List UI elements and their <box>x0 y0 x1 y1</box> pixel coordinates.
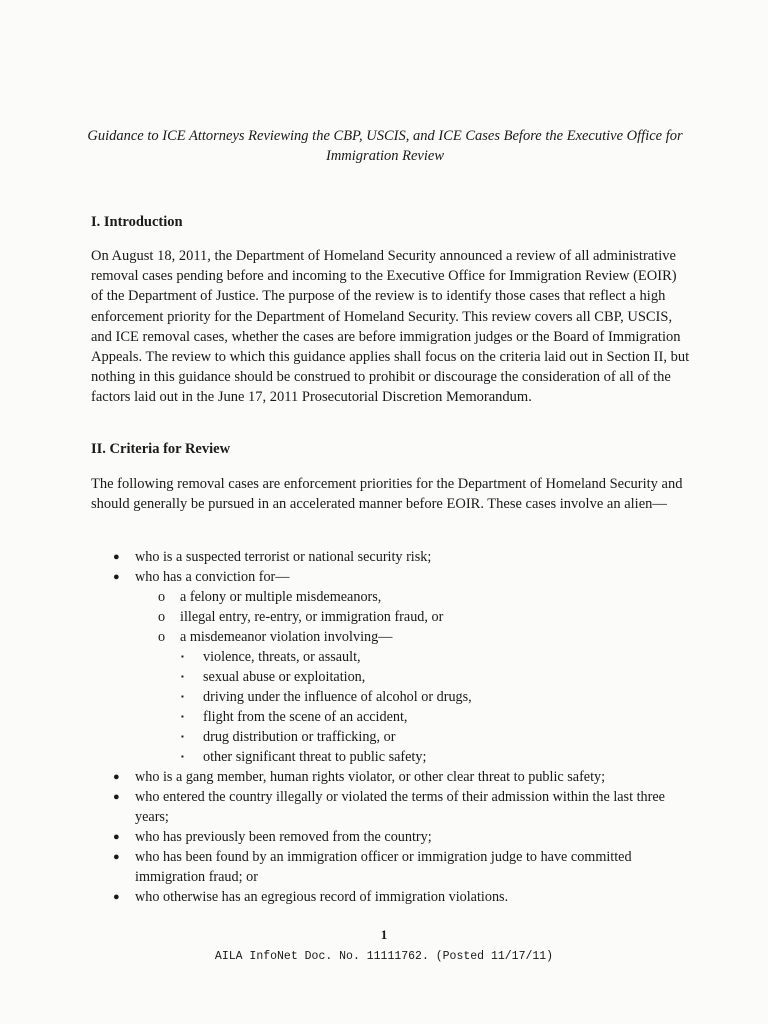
square-bullet-icon: ▪ <box>181 712 184 721</box>
criteria-list-item-text: sexual abuse or exploitation, <box>203 669 366 685</box>
criteria-list-item-text: who has previously been removed from the country; <box>135 829 432 845</box>
criteria-list-item <box>0 887 695 907</box>
bullet-icon: ● <box>113 771 120 783</box>
square-bullet-icon: ▪ <box>181 672 184 681</box>
criteria-list-item <box>0 827 695 847</box>
criteria-list-item-text: who is a suspected terrorist or national security risk; <box>135 549 432 565</box>
criteria-list-item <box>0 567 695 587</box>
criteria-list-item-text: a felony or multiple misdemeanors, <box>180 589 382 605</box>
criteria-list-item <box>0 547 695 567</box>
criteria-list-item-text: flight from the scene of an accident, <box>203 709 408 725</box>
introduction-paragraph: On August 18, 2011, the Department of Homeland Security announced a review of all administrative removal cases pending before and incoming to the Executive Office for Immigration Review (EOIR) of the Department of Justice. The purpose of the review is to identify those cases that reflect a high enforcement priority for the Department of Homeland Security. This review covers all CBP, USCIS, and ICE removal cases, whether the cases are before immigration judges or the Board of Immigration Appeals. The review to which this guidance applies shall focus on the criteria laid out in Section II, but nothing in this guidance should be construed to prohibit or discourage the consideration of all of the factors laid out in the June 17, 2011 Prosecutorial Discretion Memorandum. <box>91 248 690 406</box>
criteria-list-item-text: a misdemeanor violation involving— <box>180 629 393 645</box>
bullet-icon: ● <box>113 791 120 803</box>
criteria-list-item <box>0 707 693 727</box>
criteria-list-item-text: who otherwise has an egregious record of immigration violations. <box>135 889 509 905</box>
criteria-list-item-text: who has been found by an immigration officer or immigration judge to have committed immigration fraud; or <box>135 849 632 885</box>
bullet-icon: ● <box>113 891 120 903</box>
square-bullet-icon: ▪ <box>181 752 184 761</box>
criteria-list-item <box>0 687 693 707</box>
criteria-list-item-text: drug distribution or trafficking, or <box>203 729 396 745</box>
criteria-list-item <box>0 767 695 787</box>
hollow-bullet-icon: o <box>158 629 166 645</box>
bullet-icon: ● <box>113 831 120 843</box>
criteria-list-item <box>0 847 695 887</box>
bullet-icon: ● <box>113 571 120 583</box>
criteria-list-item <box>0 787 695 827</box>
criteria-list-item <box>0 627 695 647</box>
document-title: Guidance to ICE Attorneys Reviewing the CBP, USCIS, and ICE Cases Before the Executive Office for Immigration Review <box>87 128 683 164</box>
criteria-list-item <box>0 607 695 627</box>
bullet-icon: ● <box>113 851 120 863</box>
criteria-list-item-text: violence, threats, or assault, <box>203 649 361 665</box>
footer-citation: AILA InfoNet Doc. No. 11111762. (Posted 11/17/11) <box>214 950 554 963</box>
square-bullet-icon: ▪ <box>181 692 184 701</box>
criteria-list-item <box>0 747 693 767</box>
square-bullet-icon: ▪ <box>181 652 184 661</box>
criteria-list-item <box>0 667 693 687</box>
criteria-list-item-text: who is a gang member, human rights violator, or other clear threat to public safety; <box>135 769 606 785</box>
criteria-list-item <box>0 587 695 607</box>
criteria-list-item-text: other significant threat to public safety; <box>203 749 427 765</box>
criteria-list-item <box>0 647 693 667</box>
section-heading-criteria: II. Criteria for Review <box>91 441 231 457</box>
section-heading-introduction: I. Introduction <box>91 214 183 230</box>
hollow-bullet-icon: o <box>158 609 166 625</box>
bullet-icon: ● <box>113 551 120 563</box>
criteria-list-item-text: who entered the country illegally or violated the terms of their admission within the last three years; <box>135 789 665 825</box>
square-bullet-icon: ▪ <box>181 732 184 741</box>
criteria-list-item-text: who has a conviction for— <box>135 569 290 585</box>
criteria-list-item-text: driving under the influence of alcohol or drugs, <box>203 689 472 705</box>
criteria-list <box>0 547 768 907</box>
criteria-paragraph: The following removal cases are enforcement priorities for the Department of Homeland Security and should generally be pursued in an accelerated manner before EOIR. These cases involve an alien— <box>91 476 683 513</box>
hollow-bullet-icon: o <box>158 589 166 605</box>
page-number: 1 <box>380 927 388 942</box>
criteria-list-item <box>0 727 693 747</box>
criteria-list-item-text: illegal entry, re-entry, or immigration fraud, or <box>180 609 444 625</box>
